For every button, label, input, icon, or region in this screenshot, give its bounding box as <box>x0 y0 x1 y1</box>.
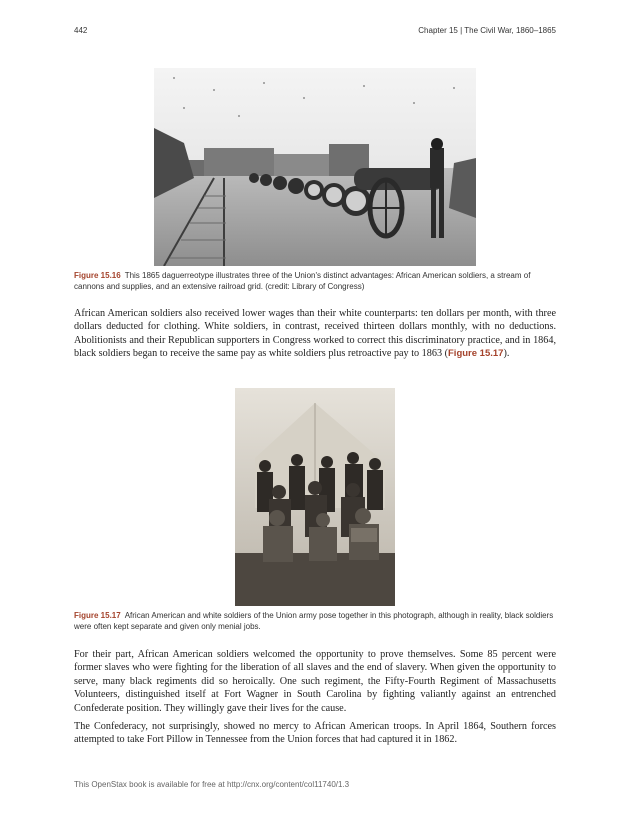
figure-15-17-link[interactable]: Figure 15.17 <box>448 348 504 360</box>
figure-15-17-photo <box>235 388 395 606</box>
chapter-title: Chapter 15 | The Civil War, 1860–1865 <box>418 26 556 35</box>
paragraph-wages-tail: ). <box>503 348 510 360</box>
footer-notice: This OpenStax book is available for free at http://cnx.org/content/col11740/1.3 <box>74 780 350 789</box>
paragraph-fort-pillow: The Confederacy, not surprisingly, showed no mercy to African American troops. In April 1864, Southern forces attempted to take Fort Pillow in Tennessee from the Union forces that had captured it in 1862. <box>74 721 556 746</box>
figure-15-16-caption-text: This 1865 daguerreotype illustrates three of the Union's distinct advantages: African American soldiers, a stream of cannons and supplies, and an extensive railroad grid. (credit: Library of Congress) <box>74 271 531 291</box>
cannons-railroad-image <box>154 68 476 266</box>
figure-15-17-caption <box>74 610 556 632</box>
figure-15-17-label: Figure 15.17 <box>74 611 121 620</box>
figure-15-17-caption-text: African American and white soldiers of the Union army pose together in this photograph, although in reality, black soldiers were often kept separate and given only menial jobs. <box>74 611 554 631</box>
soldiers-group-image <box>235 388 395 606</box>
paragraph-wages <box>74 307 556 361</box>
figure-15-16-photo <box>154 68 476 266</box>
page-number: 442 <box>74 26 88 35</box>
paragraph-prove-themselves: For their part, African American soldiers welcomed the opportunity to prove themselves. Some 85 percent were former slaves who were fighting for the liberation of all slaves and the end of slavery. When given the opportunity to serve, many black regiments did so heroically. One such regiment, the Fifty-Fourth Regiment of Massachusetts Volunteers, distinguished itself at Fort Wagner in South Carolina by fighting valiantly against an entrenched Confederate position. They willingly gave their lives for the cause. <box>74 649 556 714</box>
paragraph-wages-text: African American soldiers also received lower wages than their white counterparts: ten dollars per month, with three dollars deducted for clothing. White soldiers, in contrast, received thirteen dollars monthly, with no deductions. Abolitionists and their Republican supporters in Congress worked to correct this discriminatory practice, and in 1864, black soldiers began to receive the same pay as white soldiers plus retroactive pay to 1863 ( <box>74 308 556 360</box>
figure-15-16-caption <box>74 270 556 292</box>
figure-15-16-label: Figure 15.16 <box>74 271 121 280</box>
